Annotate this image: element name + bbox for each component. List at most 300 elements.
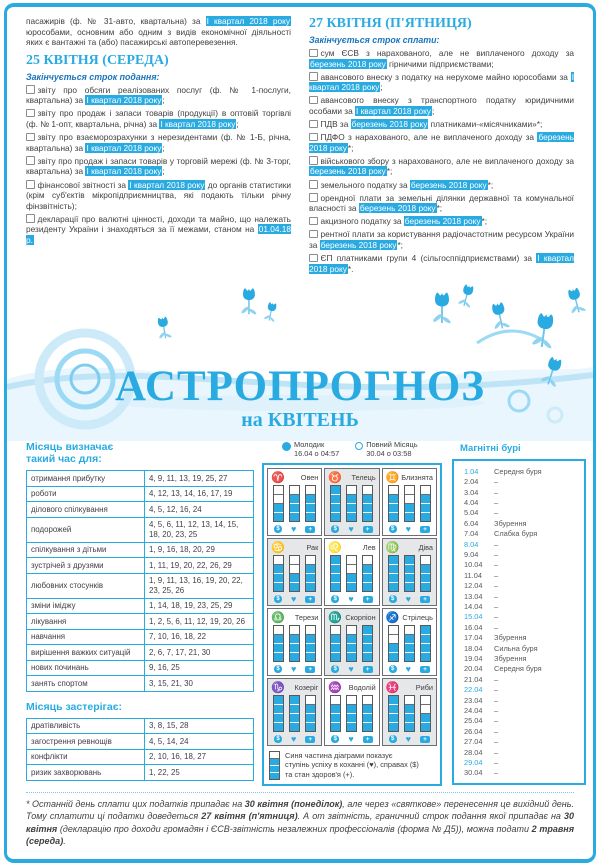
bar-segment — [347, 644, 356, 653]
success-bar-chart — [328, 485, 375, 522]
bar-segment — [363, 714, 372, 723]
bar-segment — [306, 653, 315, 661]
capricorn-icon: ♑ — [271, 681, 285, 694]
zodiac-cell-header — [386, 681, 433, 694]
libra-icon: ♎ — [271, 611, 285, 624]
zodiac-name: Козеріг — [294, 683, 319, 693]
storm-row — [464, 601, 582, 611]
success-bar-chart — [271, 625, 318, 662]
activities-heading-line2: такий час для: — [26, 453, 102, 465]
zodiac-cell — [267, 468, 322, 536]
item-text — [309, 72, 574, 93]
zodiac-name: Скорпіон — [345, 613, 376, 623]
storm-status: Слабка буря — [494, 529, 538, 539]
success-bar-chart — [386, 485, 433, 522]
zodiac-name: Лев — [362, 543, 376, 553]
bar-segment — [274, 513, 283, 521]
table-row — [27, 660, 254, 676]
bar-segment — [389, 653, 398, 661]
new-moon-item — [282, 441, 339, 458]
text-segment: ; — [162, 166, 165, 177]
text-segment: ; — [162, 95, 165, 106]
bar-segment — [347, 714, 356, 723]
bar-segment — [363, 705, 372, 714]
text-segment: *; — [487, 179, 494, 190]
money-bar — [273, 555, 284, 592]
storm-date: 19.04 — [464, 654, 483, 664]
table-row — [27, 598, 254, 614]
storm-row — [464, 476, 582, 486]
zodiac-cell — [267, 678, 322, 746]
row-dates: 2, 6, 7, 17, 21, 30 — [145, 645, 254, 661]
row-label: нових починань — [27, 660, 145, 676]
text-segment: звіту про взаєморозрахунки з нерезидентами (ф. № 1-Б, річна, квартальна) за — [26, 132, 291, 153]
astro-forecast-section — [26, 441, 586, 789]
bar-segment — [274, 644, 283, 653]
bar-segment — [363, 556, 372, 565]
money-bar — [330, 555, 341, 592]
legend-text — [285, 751, 419, 780]
text-segment: звіту про продаж і запаси товарів у торговій мережі (ф. № 3-торг, квартальна) за — [26, 155, 291, 177]
bar-segment — [331, 723, 340, 731]
bar-segment — [306, 626, 315, 635]
bar-segment — [347, 504, 356, 513]
health-bar — [420, 555, 431, 592]
money-bag-icon: $ — [274, 665, 282, 673]
text-segment: ; — [431, 105, 435, 116]
checklist-item — [309, 229, 574, 250]
checklist-item — [26, 85, 291, 106]
bar-segment — [405, 556, 414, 565]
bar-segment — [274, 626, 283, 635]
storm-status: – — [494, 560, 499, 570]
activities-table — [26, 470, 254, 692]
storm-row — [464, 622, 582, 632]
bar-segment — [363, 696, 372, 705]
bar-segment — [405, 583, 414, 591]
zodiac-box — [262, 463, 442, 786]
health-car-icon: + — [363, 736, 373, 743]
money-bar — [273, 625, 284, 662]
text-segment: гірничими підприємствами; — [386, 58, 494, 69]
love-bar — [346, 485, 357, 522]
money-bar — [273, 695, 284, 732]
bar-segment — [347, 495, 356, 504]
zodiac-cell-header — [328, 471, 375, 484]
bar-segment — [306, 513, 315, 521]
text-segment: пасажирів (ф. № 31-авто, квартальна) за — [26, 16, 206, 26]
date-highlight: березень 2018 року — [359, 203, 436, 214]
zodiac-cell-header — [271, 541, 318, 554]
bar-segment — [363, 513, 372, 521]
date-highlight: І квартал 2018 року — [129, 179, 205, 190]
bar-segment — [274, 635, 283, 644]
checkbox-icon — [26, 85, 35, 94]
storm-status: Сильна буря — [494, 643, 538, 653]
health-car-icon: + — [420, 526, 430, 533]
storm-date: 28.04 — [464, 747, 483, 757]
zodiac-cell — [324, 678, 379, 746]
table-row — [27, 676, 254, 692]
bar-segment — [331, 583, 340, 591]
bar-segment — [290, 574, 299, 583]
checkbox-icon — [309, 180, 318, 189]
row-dates: 2, 10, 16, 18, 27 — [145, 749, 254, 765]
warnings-table — [26, 718, 254, 781]
zodiac-cell — [382, 468, 437, 536]
health-bar — [305, 555, 316, 592]
leo-icon: ♌ — [328, 541, 343, 554]
heart-icon: ♥ — [405, 663, 411, 674]
zodiac-column — [262, 441, 442, 786]
row-dates: 3, 15, 21, 30 — [145, 676, 254, 692]
full-moon-label: Повний Місяць — [366, 440, 418, 449]
new-moon-datetime: 16.04 о 04:57 — [294, 448, 340, 458]
item-text — [309, 253, 574, 274]
bar-segment — [331, 495, 340, 504]
health-bar — [362, 625, 373, 662]
checklist-item — [26, 156, 291, 177]
money-bar — [388, 485, 399, 522]
date-highlight: І квартал 2018 року — [86, 142, 162, 153]
bar-segment — [331, 626, 340, 635]
bar-segment — [306, 644, 315, 653]
date-highlight: березень 2018 року — [310, 58, 386, 69]
bar-segment — [270, 766, 279, 773]
bar-segment — [363, 723, 372, 731]
bar-segment — [421, 556, 430, 565]
footnote — [26, 792, 574, 847]
bar-segment — [405, 696, 414, 705]
gemini-icon: ♊ — [385, 471, 400, 484]
bar-segment — [274, 696, 283, 705]
table-row — [27, 749, 254, 765]
bar-segment — [306, 635, 315, 644]
text-segment: , але через «святкове» перенесення це вихідний день. Тому сплатити ці податки доведеться — [26, 799, 574, 822]
bar-segment — [421, 583, 430, 591]
bar-segment — [306, 723, 315, 731]
storm-date: 10.04 — [464, 560, 483, 570]
storm-status: – — [494, 612, 499, 622]
checkbox-icon — [309, 156, 318, 165]
bar-segment — [389, 565, 398, 574]
health-car-icon: + — [420, 736, 430, 743]
cancer-icon: ♋ — [271, 541, 285, 554]
storm-row — [464, 570, 582, 580]
text-segment: ЄП платниками групи 4 (сільгосппідприємствами) за — [320, 253, 537, 264]
storm-status: – — [494, 747, 499, 757]
bar-segment — [405, 504, 414, 513]
storm-row — [464, 466, 582, 476]
storm-date: 27.04 — [464, 737, 483, 747]
storm-date: 20.04 — [464, 664, 483, 674]
storm-row — [464, 497, 582, 507]
bar-segment — [405, 486, 414, 495]
text-segment: *; — [347, 142, 354, 153]
text-segment: земельного податку за — [320, 179, 410, 190]
bar-segment — [306, 565, 315, 574]
storm-status: – — [494, 758, 499, 768]
bar-segment — [274, 653, 283, 661]
checklist-item — [309, 253, 574, 274]
checklist-item — [309, 193, 574, 214]
new-moon-label: Молодик — [294, 440, 325, 449]
date-highlight: І квартал 2018 року — [356, 105, 431, 116]
bar-segment — [421, 574, 430, 583]
storm-date: 18.04 — [464, 643, 483, 653]
date-highlight: березень 2018 року — [351, 119, 428, 130]
checklist-item — [26, 132, 291, 153]
storm-row — [464, 518, 582, 528]
money-bag-icon: $ — [389, 525, 397, 533]
text-segment: фінансової звітності за — [37, 179, 129, 190]
item-text — [26, 132, 291, 153]
item-text — [321, 216, 488, 226]
bar-segment — [306, 486, 315, 495]
bar-segment — [389, 495, 398, 504]
money-bag-icon: $ — [389, 735, 397, 743]
money-bag-icon: $ — [331, 525, 339, 533]
item-text — [26, 180, 291, 211]
heart-icon: ♥ — [348, 733, 354, 744]
activities-heading-line1: Місяць визначає — [26, 441, 114, 453]
row-label: ділового спілкування — [27, 502, 145, 518]
row-label: лікування — [27, 614, 145, 630]
storm-row — [464, 591, 582, 601]
storm-status: – — [494, 539, 499, 549]
checkbox-icon — [309, 72, 318, 81]
payment-subheading: Закінчується строк сплати: — [309, 35, 440, 45]
bar-segment — [421, 705, 430, 714]
legend-line: та стан здоров'я (+). — [285, 769, 355, 779]
bar-legend — [267, 750, 437, 781]
storm-status: – — [494, 591, 499, 601]
bar-segment — [274, 495, 283, 504]
health-bar — [420, 625, 431, 662]
money-bar — [330, 695, 341, 732]
heart-icon: ♥ — [290, 523, 297, 534]
checklist-item — [309, 156, 574, 177]
checkbox-icon — [309, 133, 318, 142]
storm-status: – — [494, 726, 499, 736]
date-heading-april-25: 25 КВІТНЯ (СЕРЕДА) — [26, 52, 169, 68]
row-label: отримання прибутку — [27, 471, 145, 487]
row-dates: 1, 2, 5, 6, 11, 12, 19, 20, 26 — [145, 614, 254, 630]
text-segment: орендної плати за земельні ділянки державної та комунальної власності за — [309, 192, 574, 214]
storm-status: – — [494, 570, 499, 580]
date-highlight: березень 2018 року — [309, 132, 574, 153]
checklist-item — [309, 48, 574, 69]
legend-line: Синя частина діаграми показує — [285, 751, 393, 761]
health-car-icon: + — [363, 666, 373, 673]
love-bar — [404, 485, 415, 522]
bar-segment — [347, 583, 356, 591]
bar-segment — [331, 653, 340, 661]
bar-segment — [274, 556, 283, 565]
storm-status: – — [494, 674, 499, 684]
bar-segment — [363, 644, 372, 653]
health-bar — [420, 695, 431, 732]
storm-date: 15.04 — [464, 612, 483, 622]
text-segment: *; — [386, 166, 393, 177]
text-segment: *. — [347, 263, 354, 274]
storm-status: Середня буря — [494, 466, 542, 476]
bar-segment — [290, 504, 299, 513]
text-segment: . А от звітність, граничний строк подання якої припадає на — [297, 811, 564, 822]
bar-segment — [363, 486, 372, 495]
category-icons — [271, 524, 318, 534]
heart-icon: ♥ — [405, 523, 411, 534]
bar-segment — [347, 556, 356, 565]
zodiac-cell — [324, 468, 379, 536]
bar-segment — [389, 513, 398, 521]
new-moon-icon — [282, 442, 291, 451]
text-segment: юрособами, основним або одним з видів економічної діяльності яких є вантажні та (або) пасажирські автоперевезення. — [26, 26, 291, 48]
checkbox-icon — [309, 230, 318, 239]
row-dates: 4, 9, 11, 13, 19, 25, 27 — [145, 471, 254, 487]
full-moon-item — [355, 441, 417, 458]
storm-row — [464, 664, 582, 674]
storm-date: 3.04 — [464, 487, 479, 497]
bar-segment — [331, 486, 340, 495]
row-label: вирішення важких ситуацій — [27, 645, 145, 661]
astro-subtitle: на КВІТЕНЬ — [241, 409, 359, 431]
money-bag-icon: $ — [331, 665, 339, 673]
checklist-item — [26, 108, 291, 129]
row-label: занять спортом — [27, 676, 145, 692]
bar-segment — [389, 723, 398, 731]
bar-segment — [331, 565, 340, 574]
bar-segment — [290, 653, 299, 661]
bar-segment — [347, 486, 356, 495]
bar-segment — [306, 556, 315, 565]
date-highlight: І квартал 2018 року — [86, 166, 162, 177]
checklist-item — [26, 214, 291, 246]
bar-segment — [347, 626, 356, 635]
bar-segment — [421, 626, 430, 635]
bar-segment — [389, 626, 398, 635]
row-dates: 1, 14, 18, 19, 23, 25, 29 — [145, 598, 254, 614]
love-bar — [289, 555, 300, 592]
bar-segment — [347, 705, 356, 714]
date-highlight: І квартал 2018 року — [206, 16, 291, 26]
storm-status: – — [494, 768, 499, 778]
text-segment: *; — [397, 240, 403, 250]
row-dates: 3, 8, 15, 28 — [145, 718, 254, 734]
item-text — [309, 132, 574, 153]
aquarius-icon: ♒ — [328, 681, 343, 694]
zodiac-grid — [267, 468, 437, 746]
storm-date: 24.04 — [464, 706, 483, 716]
date-highlight: березень 2018 року — [320, 240, 397, 250]
health-bar — [305, 695, 316, 732]
checklist-item — [309, 95, 574, 116]
storm-status: – — [494, 508, 499, 518]
text-segment: акцизного податку за — [320, 216, 404, 227]
storm-row — [464, 633, 582, 643]
checklist-item — [309, 119, 574, 130]
storm-date: 26.04 — [464, 726, 483, 736]
bar-segment — [421, 644, 430, 653]
storm-date: 30.04 — [464, 768, 483, 778]
bar-segment — [306, 705, 315, 714]
storm-row — [464, 487, 582, 497]
storm-status: – — [494, 601, 499, 611]
storms-table — [452, 459, 586, 785]
full-moon-text — [366, 441, 417, 458]
money-bar — [273, 485, 284, 522]
row-label: дратівливість — [27, 718, 145, 734]
row-dates: 1, 22, 25 — [145, 765, 254, 781]
storm-status: – — [494, 622, 499, 632]
row-label: зустрічей з друзями — [27, 558, 145, 574]
storm-date: 13.04 — [464, 591, 483, 601]
table-row — [27, 486, 254, 502]
storm-date: 25.04 — [464, 716, 483, 726]
storm-row — [464, 643, 582, 653]
love-bar — [346, 555, 357, 592]
row-label: навчання — [27, 629, 145, 645]
love-bar — [404, 625, 415, 662]
money-bar — [330, 625, 341, 662]
bar-segment — [290, 565, 299, 574]
storm-date: 29.04 — [464, 758, 483, 768]
storm-date: 2.04 — [464, 477, 479, 487]
row-label: ризик захворювань — [27, 765, 145, 781]
storm-status: – — [494, 487, 499, 497]
heart-icon: ♥ — [405, 593, 411, 604]
bar-segment — [306, 574, 315, 583]
text-segment: *; — [481, 216, 488, 227]
full-moon-icon — [355, 442, 363, 450]
bar-segment — [306, 504, 315, 513]
storm-date: 11.04 — [464, 570, 482, 580]
storm-status: – — [494, 581, 499, 591]
checkbox-icon — [26, 133, 35, 142]
zodiac-cell-header — [328, 541, 375, 554]
bar-segment — [274, 565, 283, 574]
date-highlight: березень 2018 року — [310, 166, 386, 177]
health-bar — [362, 695, 373, 732]
storm-row — [464, 528, 582, 538]
health-bar — [305, 625, 316, 662]
date-highlight: І квартал 2018 року — [160, 119, 236, 130]
health-car-icon: + — [363, 596, 373, 603]
text-segment: ПДВ за — [320, 119, 351, 130]
storm-date: 16.04 — [464, 622, 483, 632]
zodiac-name: Телець — [351, 473, 376, 483]
row-dates: 1, 9, 16, 18, 20, 29 — [145, 542, 254, 558]
health-bar — [362, 485, 373, 522]
storm-date: 12.04 — [464, 581, 483, 591]
bar-segment — [363, 565, 372, 574]
money-bar — [388, 555, 399, 592]
bar-segment — [274, 723, 283, 731]
bar-segment — [290, 635, 299, 644]
lunar-tables-column — [26, 441, 254, 781]
bar-segment — [347, 565, 356, 574]
category-icons — [386, 664, 433, 674]
zodiac-name: Риби — [415, 683, 433, 693]
category-icons — [328, 734, 375, 744]
bar-segment — [347, 653, 356, 661]
storm-status: – — [494, 497, 499, 507]
bar-segment — [331, 714, 340, 723]
category-icons — [386, 594, 433, 604]
item-text — [321, 119, 543, 129]
date-highlight: березень 2018 року — [410, 179, 487, 190]
bar-segment — [347, 723, 356, 731]
